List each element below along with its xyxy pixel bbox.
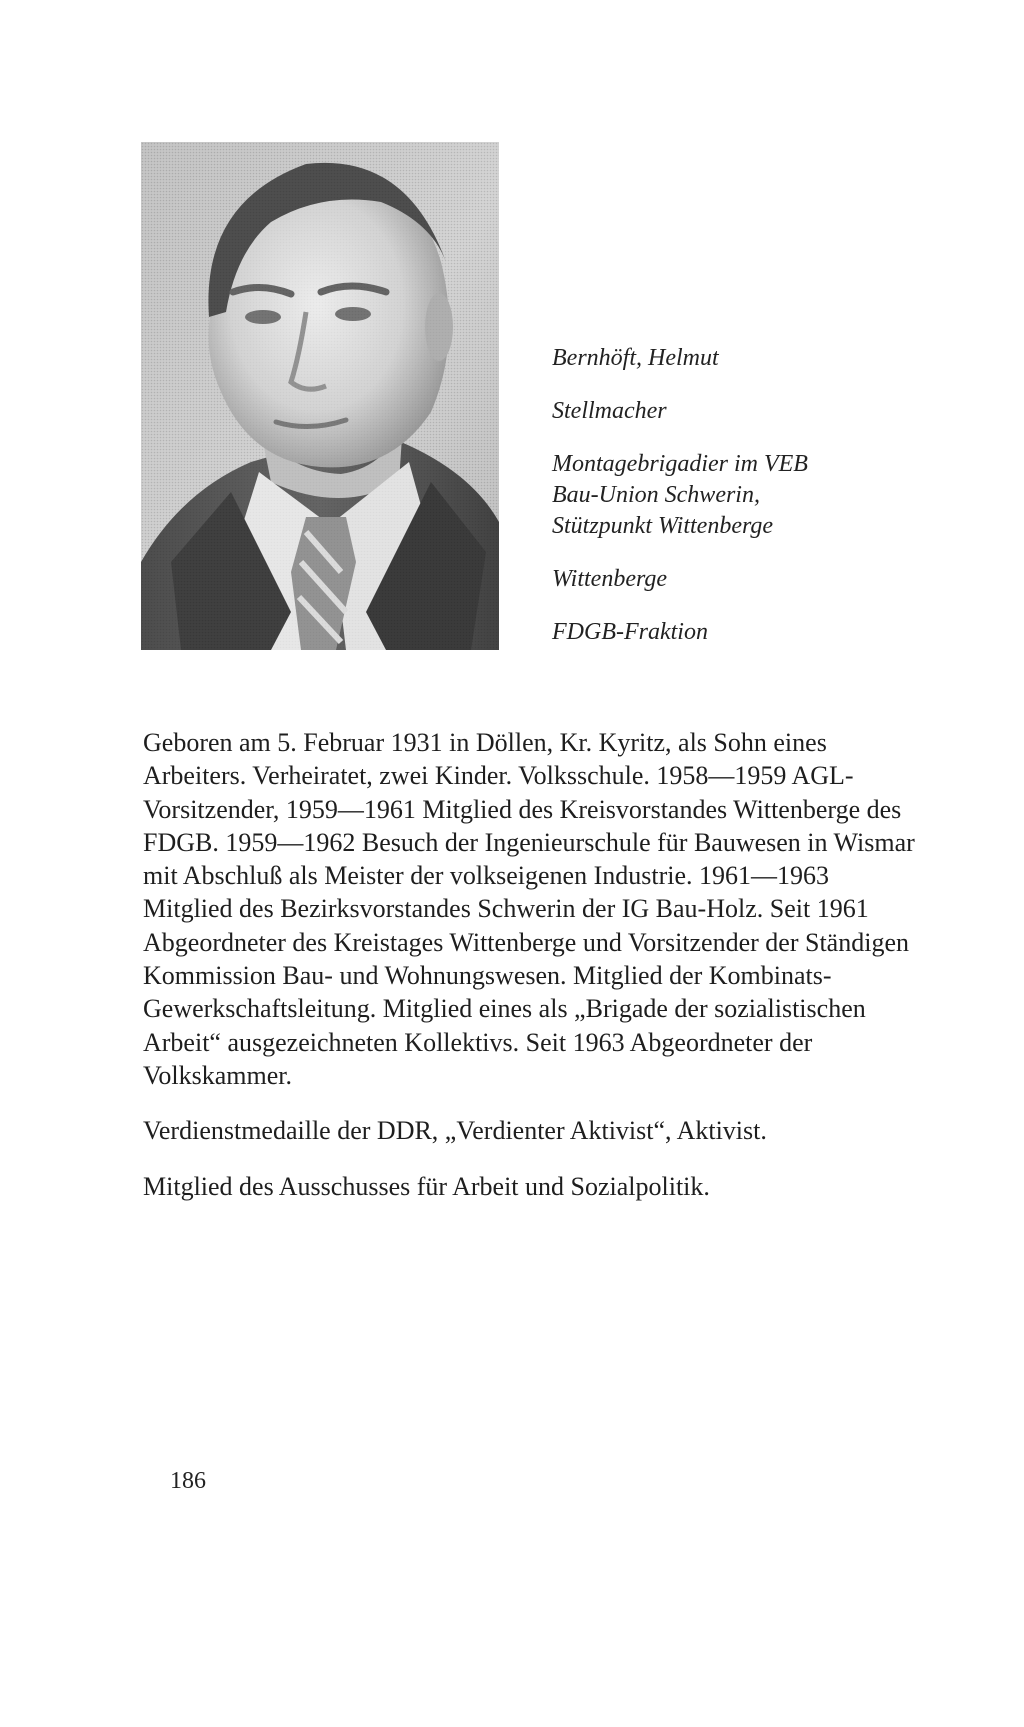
- committee-paragraph: Mitglied des Ausschusses für Arbeit und Sozialpolitik.: [143, 1171, 710, 1201]
- occupation: Stellmacher: [552, 398, 667, 424]
- position-line-3: Stützpunkt Wittenberge: [552, 513, 774, 539]
- position-line-1: Montagebrigadier im VEB: [552, 451, 808, 477]
- place: Wittenberge: [552, 566, 668, 592]
- biography-section: [143, 726, 919, 1203]
- person-name: Bernhöft, Helmut: [552, 345, 719, 371]
- faction: FDGB-Fraktion: [552, 619, 708, 645]
- awards-paragraph: Verdienstmedaille der DDR, „Verdienter Aktivist“, Aktivist.: [143, 1116, 767, 1146]
- page-number: 186: [170, 1468, 206, 1494]
- biography-paragraph: Geboren am 5. Februar 1931 in Döllen, Kr. Kyritz, als Sohn eines Arbeiters. Verheiratet, zwei Kinder. Volksschule. 1958—1959 AGL-Vorsitzender, 1959—1961 Mitglied des Kreisvorstandes Wittenberge des FDGB. 1959—1962 Besuch der Ingenieurschule für Bauwesen in Wismar mit Abschluß als Meister der volkseigenen Industrie. 1961—1963 Mitglied des Bezirksvorstandes Schwerin der IG Bau-Holz. Seit 1961 Abgeordneter des Kreistages Wittenberge und Vorsitzender der Ständigen Kommission Bau- und Wohnungswesen. Mitglied der Kombinats-Gewerkschaftsleitung. Mitglied eines als „Brigade der sozialistischen Arbeit“ ausgezeichneten Kollektivs. Seit 1963 Abgeordneter der Volkskammer.: [143, 728, 915, 1090]
- position-line-2: Bau-Union Schwerin,: [552, 482, 760, 508]
- entry-caption: [552, 343, 972, 648]
- portrait-photo: [141, 142, 499, 650]
